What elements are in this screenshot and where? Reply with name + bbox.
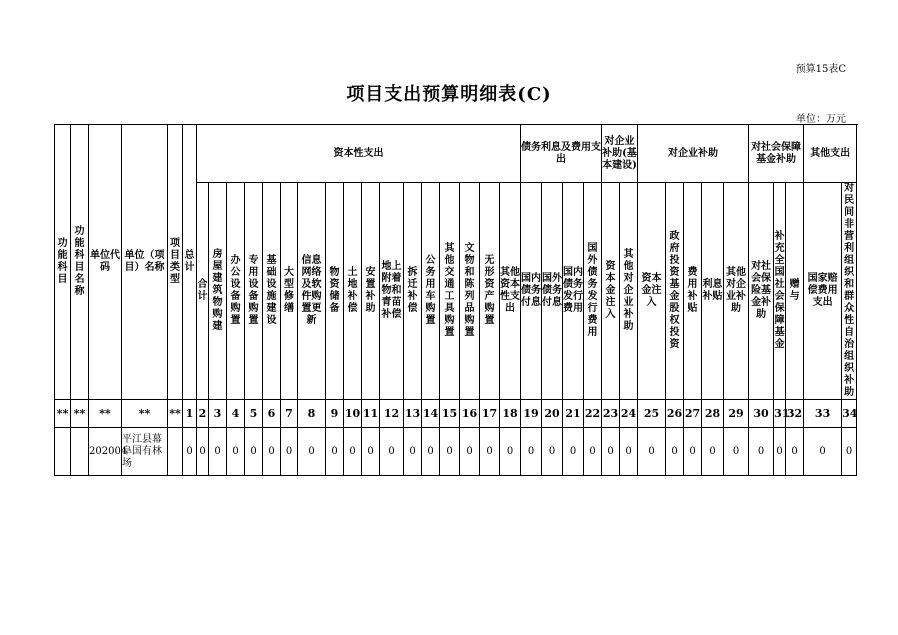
sub-header: 补充全国社会保障基金 [774, 183, 786, 400]
index-number: 33 [804, 400, 842, 428]
sub-header: 其他资本性支出 [500, 183, 521, 400]
index-number: 28 [702, 400, 724, 428]
index-number: 2 [197, 400, 209, 428]
cell-value: 0 [183, 428, 197, 476]
cell-value: 0 [521, 428, 542, 476]
sub-header: 政府投资基金股权投资 [666, 183, 684, 400]
sub-header: 信息网络及软件购置更新 [298, 183, 326, 400]
sub-header: 地上附着物和青苗补偿 [380, 183, 404, 400]
sub-header: 利息补贴 [702, 183, 724, 400]
sub-header: 公务用车购置 [422, 183, 440, 400]
sub-header: 大型修缮 [281, 183, 298, 400]
index-number: 30 [749, 400, 774, 428]
sub-header: 文物和陈列品购置 [460, 183, 480, 400]
sub-header: 资本金注入 [638, 183, 666, 400]
cell-value: 0 [724, 428, 749, 476]
sub-header: 办公设备购置 [227, 183, 245, 400]
cell-value: 0 [197, 428, 209, 476]
index-number: 13 [404, 400, 422, 428]
sub-header: 专用设备购置 [245, 183, 263, 400]
sub-header: 物资储备 [326, 183, 344, 400]
index-number: 34 [842, 400, 857, 428]
cell-value: 0 [263, 428, 281, 476]
index-stars: ** [71, 400, 89, 428]
sub-header: 国内债务发行费用 [563, 183, 584, 400]
index-number: 27 [684, 400, 702, 428]
cell-value: 0 [422, 428, 440, 476]
cell-value: 0 [584, 428, 602, 476]
header-func-subject: 功能科目 [55, 125, 71, 400]
page-title: 项目支出预算明细表(C) [346, 84, 552, 105]
cell-value: 0 [440, 428, 460, 476]
cell-value: 0 [404, 428, 422, 476]
sub-header: 无形资产购置 [480, 183, 500, 400]
header-other-expenditure: 其他支出 [804, 125, 857, 183]
cell-project-type [168, 428, 183, 476]
sub-header: 拆迁补偿 [404, 183, 422, 400]
index-number: 3 [209, 400, 227, 428]
cell-value: 0 [774, 428, 786, 476]
unit-label: 单位：万元 [796, 114, 846, 125]
index-number: 4 [227, 400, 245, 428]
sub-header: 费用补贴 [684, 183, 702, 400]
cell-value: 0 [460, 428, 480, 476]
cell-value: 0 [638, 428, 666, 476]
header-capital-expenditure: 资本性支出 [197, 125, 521, 183]
index-stars: ** [122, 400, 168, 428]
index-stars: ** [55, 400, 71, 428]
sub-header: 房屋建筑物购建 [209, 183, 227, 400]
index-number: 21 [563, 400, 584, 428]
index-number: 18 [500, 400, 521, 428]
cell-value: 0 [281, 428, 298, 476]
header-corp-subsidy: 对企业补助 [638, 125, 749, 183]
cell-value: 0 [362, 428, 380, 476]
index-number: 15 [440, 400, 460, 428]
cell-value: 0 [702, 428, 724, 476]
header-total: 总计 [183, 125, 197, 400]
header-corp-capital: 对企业补助(基本建设) [602, 125, 638, 183]
index-number: 5 [245, 400, 263, 428]
index-number: 14 [422, 400, 440, 428]
header-func-subject-name: 功能科目名称 [71, 125, 89, 400]
index-number: 10 [344, 400, 362, 428]
index-number: 11 [362, 400, 380, 428]
cell-value: 0 [344, 428, 362, 476]
index-number: 23 [602, 400, 620, 428]
cell-unit-code: 202004 [89, 428, 122, 476]
index-number: 31 [774, 400, 786, 428]
sub-header: 国外债务发行费用 [584, 183, 602, 400]
cell-value: 0 [804, 428, 842, 476]
index-number: 9 [326, 400, 344, 428]
sub-header: 对社会保险基金补助 [749, 183, 774, 400]
cell-unit-name: 平江县幕阜国有林场 [122, 428, 168, 476]
index-stars: ** [89, 400, 122, 428]
index-number: 25 [638, 400, 666, 428]
header-social-fund: 对社会保障基金补助 [749, 125, 804, 183]
sub-header: 对民间非营利组织和群众性自治组织补助 [842, 183, 857, 400]
cell-value: 0 [620, 428, 638, 476]
sub-header: 其他对企业补助 [724, 183, 749, 400]
index-number: 7 [281, 400, 298, 428]
sub-header: 国内债务付息 [521, 183, 542, 400]
index-number: 32 [786, 400, 804, 428]
cell-value: 0 [298, 428, 326, 476]
cell-value: 0 [842, 428, 857, 476]
sub-header: 土地补偿 [344, 183, 362, 400]
cell-func-subject [55, 428, 71, 476]
header-unit-code: 单位代码 [89, 125, 122, 400]
cell-value: 0 [542, 428, 563, 476]
index-stars: ** [168, 400, 183, 428]
cell-value: 0 [480, 428, 500, 476]
index-number: 1 [183, 400, 197, 428]
sub-header: 合计 [197, 183, 209, 400]
index-number: 22 [584, 400, 602, 428]
header-unit-name: 单位（项目）名称 [122, 125, 168, 400]
index-number: 19 [521, 400, 542, 428]
cell-value: 0 [666, 428, 684, 476]
index-number: 24 [620, 400, 638, 428]
cell-value: 0 [500, 428, 521, 476]
cell-value: 0 [209, 428, 227, 476]
cell-value: 0 [563, 428, 584, 476]
index-number: 29 [724, 400, 749, 428]
sub-header: 安置补助 [362, 183, 380, 400]
cell-func-subject-name [71, 428, 89, 476]
form-number: 预算15表C [795, 64, 846, 75]
sub-header: 国家赔偿费用支出 [804, 183, 842, 400]
cell-value: 0 [326, 428, 344, 476]
sub-header: 其他对企业补助 [620, 183, 638, 400]
cell-value: 0 [786, 428, 804, 476]
cell-value: 0 [749, 428, 774, 476]
sub-header: 资本金注入 [602, 183, 620, 400]
index-number: 20 [542, 400, 563, 428]
index-number: 6 [263, 400, 281, 428]
cell-value: 0 [684, 428, 702, 476]
header-debt-interest: 债务利息及费用支出 [521, 125, 602, 183]
index-number: 17 [480, 400, 500, 428]
index-number: 8 [298, 400, 326, 428]
sub-header: 其他交通工具购置 [440, 183, 460, 400]
sub-header: 国外债务付息 [542, 183, 563, 400]
header-project-type: 项目类型 [168, 125, 183, 400]
budget-table [54, 124, 857, 476]
cell-value: 0 [602, 428, 620, 476]
index-number: 12 [380, 400, 404, 428]
cell-value: 0 [227, 428, 245, 476]
cell-value: 0 [245, 428, 263, 476]
index-number: 16 [460, 400, 480, 428]
sub-header: 赠与 [786, 183, 804, 400]
sub-header: 基础设施建设 [263, 183, 281, 400]
cell-value: 0 [380, 428, 404, 476]
index-number: 26 [666, 400, 684, 428]
table-row [55, 428, 857, 476]
